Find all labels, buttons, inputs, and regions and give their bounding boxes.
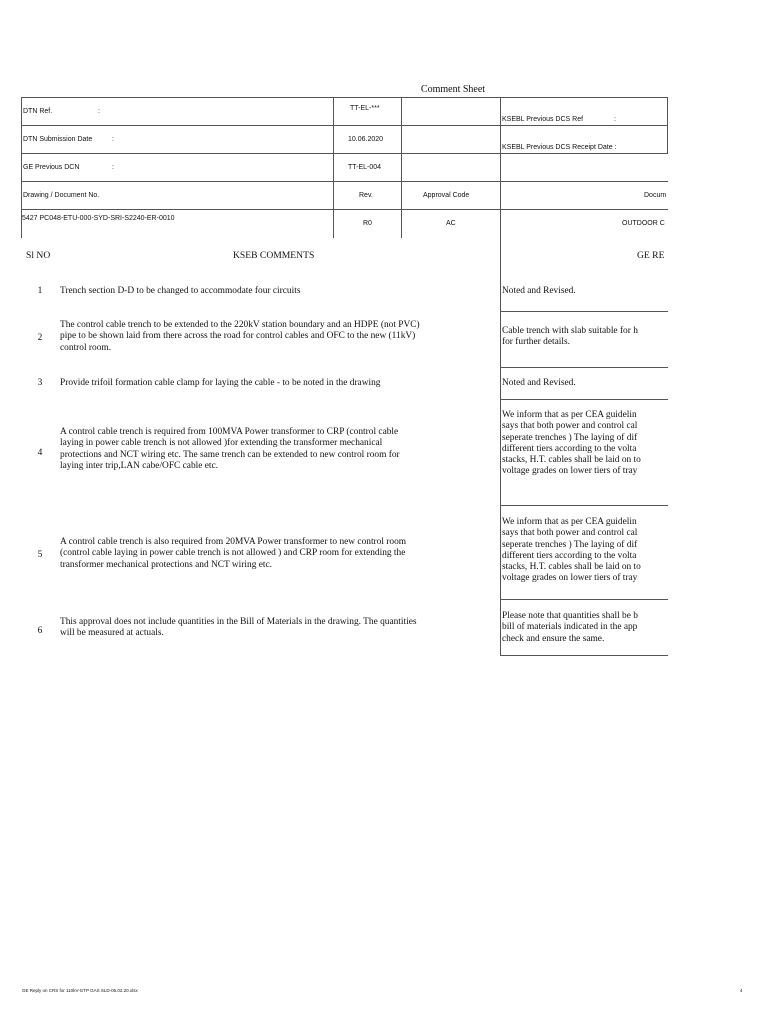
row-4-comment: A control cable trench is required from 100MVA Power transformer to CRP (control cable laying in power cable trench is not allowed )for extending the transformer mechanical protections and NCT wiring etc. The same trench can be extended to new control room for laying inter trip,LAN cabe/OFC cable etc. (60, 427, 400, 471)
dtn-ref-colon: : (98, 108, 100, 115)
kseb-prev-dcs-ref-label: KSEBL Previous DCS Ref (502, 116, 584, 123)
approval-code-value: AC (446, 220, 456, 227)
ge-prev-dcn-colon: : (112, 164, 114, 171)
row-5-no: 5 (37, 550, 43, 560)
row-3-comment: Provide trifoil formation cable clamp for laying the cable - to be noted in the drawing (60, 378, 381, 388)
row-1-comment: Trench section D-D to be changed to accommodate four circuits (60, 286, 301, 296)
row-1-no: 1 (37, 286, 43, 296)
doc-title-label: Docum (644, 192, 667, 199)
footer-filename: GE Reply on CRS for 110kV-GTP GAS SLD-05.02.20.xlsx (22, 988, 138, 993)
dtn-ref-value: TT-EL-*** (350, 105, 380, 112)
row-6-no: 6 (37, 626, 43, 636)
row-6-comment: This approval does not include quantities in the Bill of Materials in the drawing. The quantities will be measured at actuals. (60, 617, 417, 639)
dtn-submission-date-colon: : (112, 136, 114, 143)
ge-prev-dcn-label: GE Previous DCN (23, 164, 80, 171)
sl-no-header: Sl NO (26, 250, 51, 261)
row-2-comment: The control cable trench to be extended to the 220kV station boundary and an HDPE (not PVC) pipe to be shown laid from there across the road for control cables and OFC to the new (11kV) control room. (60, 320, 420, 353)
dtn-ref-label: DTN Ref. (23, 108, 53, 115)
row-1-reply: Noted and Revised. (502, 286, 576, 296)
sheet-title: Comment Sheet (420, 84, 486, 95)
kseb-prev-dcs-ref-colon: : (614, 116, 616, 123)
kseb-prev-dcs-receipt-label: KSEBL Previous DCS Receipt Date : (502, 144, 617, 151)
footer-page-number: 4 (740, 988, 743, 993)
approval-code-label: Approval Code (423, 192, 470, 199)
dtn-submission-date-value: 10.06.2020 (348, 136, 384, 143)
row-4-no: 4 (37, 448, 43, 458)
row-2-reply: Cable trench with slab suitable for h for further details. (502, 326, 638, 348)
row-3-reply: Noted and Revised. (502, 378, 576, 388)
rev-label: Rev. (359, 192, 373, 199)
kseb-comments-header: KSEB COMMENTS (233, 250, 315, 261)
rev-value: R0 (363, 220, 372, 227)
row-4-reply: We inform that as per CEA guidelin says that both power and control cal seperate trenches ) The laying of dif different tiers according to the volta stacks, H.T. cables shall be laid on to voltage grades on lower tiers of tray (502, 410, 641, 477)
row-5-comment: A control cable trench is also required from 20MVA Power transformer to new control room (control cable laying in power cable trench is not allowed ) and CRP room for extending the transformer mechanical protections and NCT wiring etc. (60, 537, 407, 570)
ge-reply-header: GE RE (637, 250, 665, 261)
drawing-no-value: 5427 PC048-ETU-000-SYD-SRI-S2240-ER-0010 (22, 215, 175, 222)
ge-prev-dcn-value: TT-EL-004 (348, 164, 382, 171)
row-5-reply: We inform that as per CEA guidelin says that both power and control cal seperate trenches ) The laying of dif different tiers according to the volta stacks, H.T. cables shall be laid on to voltage grades on lower tiers of tray (502, 517, 641, 584)
doc-title-value: OUTDOOR C (622, 220, 665, 227)
row-3-no: 3 (37, 378, 43, 388)
drawing-no-label: Drawing / Document No. (23, 192, 100, 199)
row-6-reply: Please note that quantities shall be b bill of materials indicated in the app check and ensure the same. (502, 611, 638, 644)
row-2-no: 2 (37, 333, 43, 343)
dtn-submission-date-label: DTN Submission Date (23, 136, 93, 143)
